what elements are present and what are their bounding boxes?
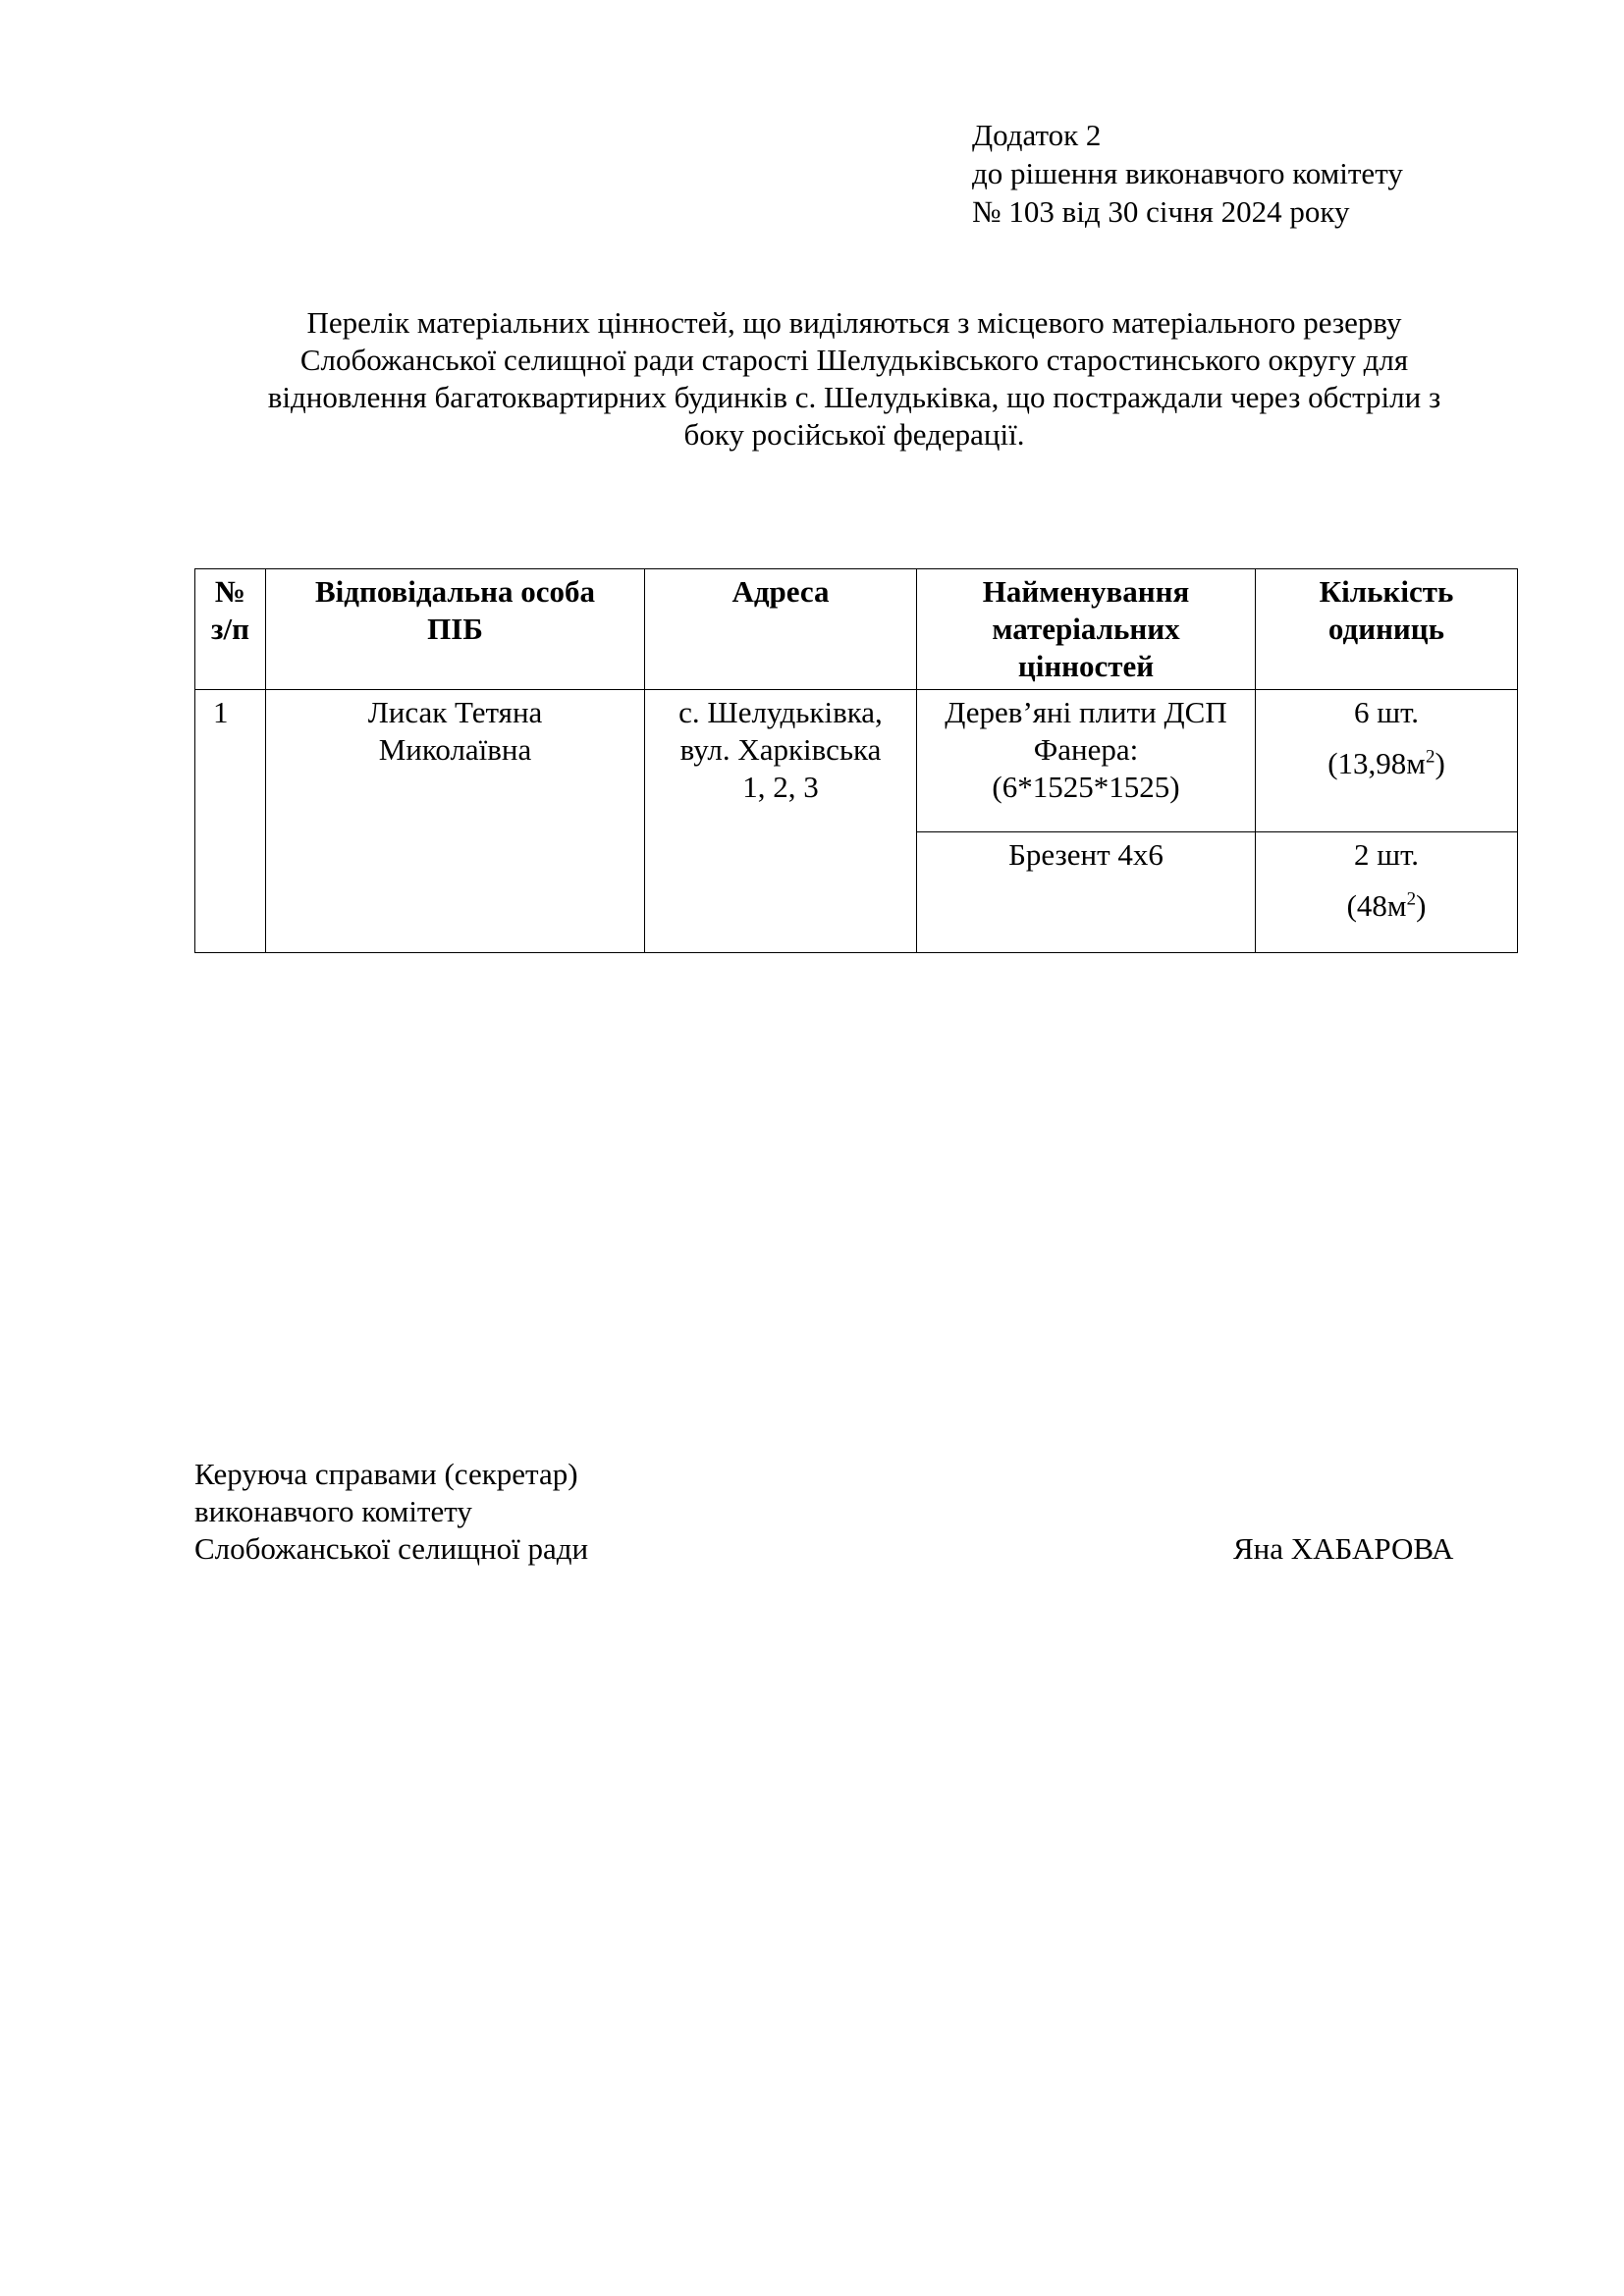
item-1-area [1262,745,1511,782]
header-item-line-2: матеріальних [992,612,1180,646]
header-person-line-1: Відповідальна особа [314,574,596,609]
header-responsible-person [266,569,645,690]
person-line-1: Лисак Тетяна [367,695,543,729]
item-1-area-exponent: 2 [1425,746,1435,768]
document-title [187,304,1522,454]
materials-table [194,568,1518,953]
header-person-line-2: ПІБ [427,612,483,646]
header-quantity [1256,569,1518,690]
table-row [195,690,1518,832]
signature-line-1: Керуюча справами (секретар) [194,1457,578,1491]
appendix-line-1: Додаток 2 [972,118,1102,152]
cell-address [645,690,917,953]
item-1-name-line-1: Дерев’яні плити ДСП [945,695,1227,729]
item-2-area-value: (48м [1346,888,1407,923]
item-1-area-value: (13,98м [1327,746,1426,780]
title-line-3: відновлення багатоквартирних будинків с. Шелудьківка, що постраждали через обстріли з [267,380,1441,414]
address-line-2: вул. Харківська [679,732,882,767]
signer-name: Яна ХАБАРОВА [1233,1531,1454,1566]
cell-responsible-person [266,690,645,953]
header-number-line-2: з/п [211,612,249,646]
cell-number: 1 [195,690,266,953]
cell-item-name [917,690,1256,832]
signature-line-2: виконавчого комітету [194,1494,472,1528]
header-item-line-3: цінностей [1017,649,1155,683]
item-2-area-close: ) [1416,888,1427,923]
header-address [645,569,917,690]
cell-quantity [1256,832,1518,953]
item-2-area-exponent: 2 [1406,888,1417,910]
header-address-label: Адреса [731,574,830,609]
item-2-area [1262,887,1511,925]
item-1-name-line-3: (6*1525*1525) [992,770,1180,804]
person-line-2: Миколаївна [378,732,532,767]
signature-line-3: Слобожанської селищної ради [194,1531,589,1566]
header-number [195,569,266,690]
header-item-line-1: Найменування [982,574,1190,609]
item-2-quantity: 2 шт. [1353,837,1420,872]
header-number-line-1: № [214,574,246,609]
header-quantity-line-1: Кількість [1319,574,1454,609]
appendix-header [972,116,1403,231]
title-line-2: Слобожанської селищної ради старості Шелудьківського старостинського округу для [299,343,1409,377]
item-2-name-line-1: Брезент 4х6 [1008,837,1164,872]
signature-block [194,1456,588,1568]
address-line-3: 1, 2, 3 [742,770,819,804]
title-line-1: Перелік матеріальних цінностей, що виділяються з місцевого матеріального резерву [306,305,1402,340]
cell-item-name [917,832,1256,953]
item-1-name-line-2: Фанера: [1033,732,1139,767]
table-header-row [195,569,1518,690]
address-line-1: с. Шелудьківка, [678,695,883,729]
header-quantity-line-2: одиниць [1327,612,1445,646]
appendix-line-3: № 103 від 30 січня 2024 року [972,194,1350,229]
header-item-name [917,569,1256,690]
title-line-4: боку російської федерації. [683,417,1025,452]
item-1-area-close: ) [1435,746,1445,780]
cell-quantity [1256,690,1518,832]
appendix-line-2: до рішення виконавчого комітету [972,156,1403,190]
item-1-quantity: 6 шт. [1353,695,1420,729]
